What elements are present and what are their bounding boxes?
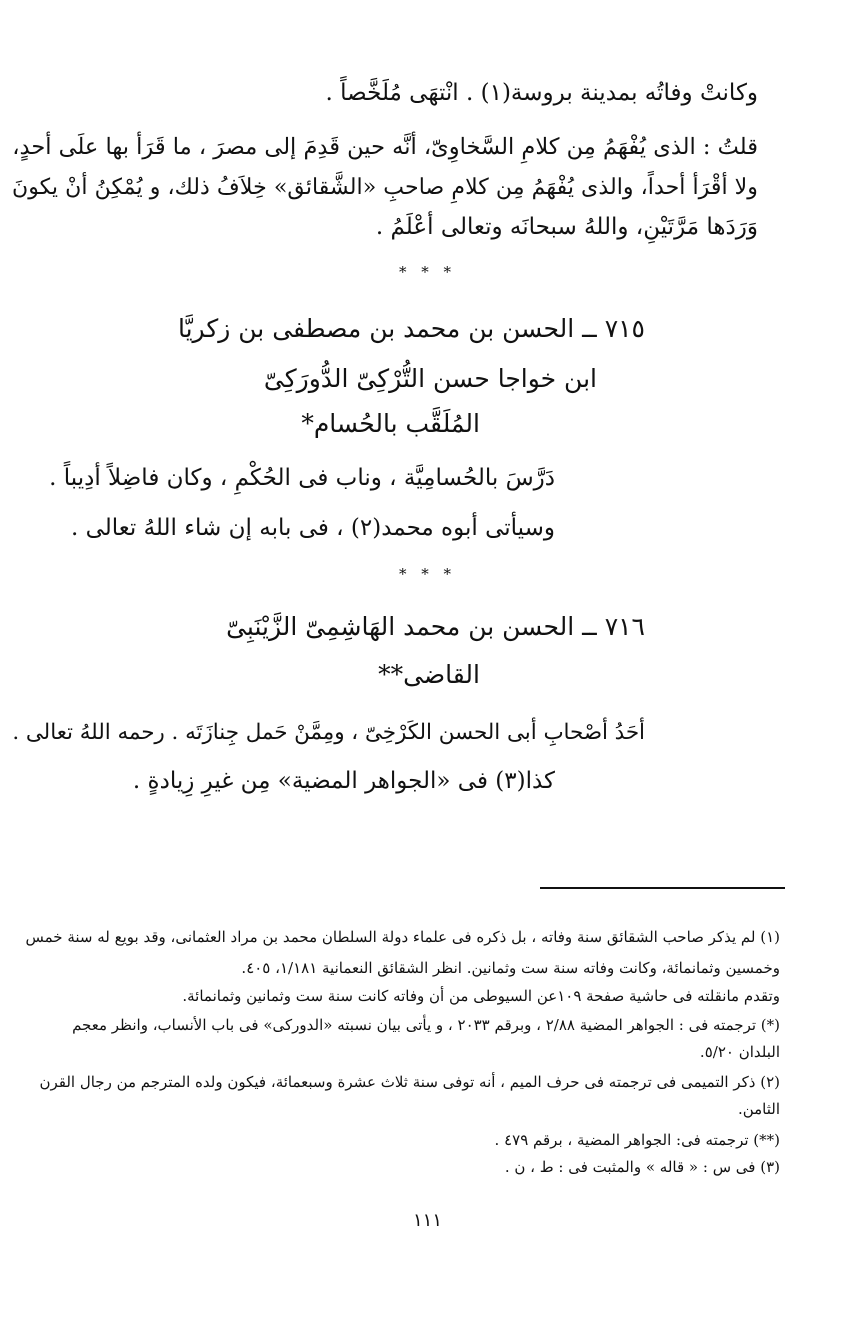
entry-heading: القاضى** — [378, 660, 480, 689]
section-separator: * * * — [398, 263, 457, 281]
paragraph-line: ولا أقْرَأ أحداً، والذى يُفْهَمُ مِن كلامِ صاحبِ «الشَّقائق» خِلاَفُ ذلك، و يُمْكِنُ أنْ يكونَ — [11, 174, 758, 200]
entry-heading: ابن خواجا حسن التُّرْكِىّ الدُّورَكِىّ — [263, 364, 597, 393]
footnote-line: (٣) فى س : « قاله » والمثبت فى : ط ، ن . — [504, 1158, 780, 1176]
footnote-line: (*) ترجمته فى : الجواهر المضية ٢/٨٨ ، وبرقم ٢٠٣٣ ، و يأتى بيان نسبته «الدوركى» فى باب الأنساب، وانظر معجم — [72, 1016, 780, 1034]
entry-body-line: وسيأتى أبوه محمد(٢) ، فى بابه إن شاء اللهُ تعالى . — [70, 515, 555, 541]
intro-line: وكانتْ وفاتُه بمدينة بروسة(١) . انْتهَى مُلَخَّصاً . — [325, 80, 758, 106]
entry-body-line: دَرَّسَ بالحُسامِيَّة ، وناب فى الحُكْمِ ، وكان فاضِلاً أدِيباً . — [49, 465, 555, 491]
entry-heading: المُلَقَّب بالحُسام* — [301, 409, 480, 438]
entry-heading: ٧١٦ ــ الحسن بن محمد الهَاشِمِىّ الزَّيْنَبِىّ — [226, 612, 645, 641]
footnote-line: الثامن. — [737, 1100, 780, 1118]
footnote-line: وخمسين وثمانمائة، وكانت وفاته سنة ست وثمانين. انظر الشقائق النعمانية ١/١٨١، ٤٠٥. — [241, 959, 780, 977]
section-separator: * * * — [398, 565, 457, 583]
footnote-line: (٢) ذكر التميمى فى ترجمته فى حرف الميم ، أنه توفى سنة ثلاث عشرة وسبعمائة، فيكون ولده المترجم من رجال القرن — [39, 1073, 780, 1091]
entry-body-line: كذا(٣) فى «الجواهر المضية» مِن غيرِ زِيادةٍ . — [132, 768, 555, 794]
paragraph-line: وَرَدَها مَرَّتَيْنِ، واللهُ سبحانَه وتعالى أعْلَمُ . — [375, 214, 758, 240]
footnote-line: البلدان ٥/٢٠. — [699, 1043, 780, 1061]
footnote-rule — [540, 887, 785, 889]
paragraph-line: قلتُ : الذى يُفْهَمُ مِن كلامِ السَّخاوِىّ، أنَّه حين قَدِمَ إلى مصرَ ، ما قَرَأ بها علَى أحدٍ، — [12, 134, 758, 160]
entry-heading: ٧١٥ ــ الحسن بن محمد بن مصطفى بن زكريَّا — [177, 314, 645, 343]
footnote-line: (**) ترجمته فى: الجواهر المضية ، برقم ٤٧٩ . — [494, 1131, 780, 1149]
footnote-line: وتقدم مانقلته فى حاشية صفحة ١٠٩عن السيوطى من أن وفاته كانت سنة ست وثمانين وثمانمائة. — [182, 987, 780, 1005]
footnote-line: (١) لم يذكر صاحب الشقائق سنة وفاته ، بل ذكره فى علماء دولة السلطان محمد بن مراد العثمانى، وقد بويع له سنة خمس — [25, 928, 780, 946]
page-number: ١١١ — [412, 1210, 442, 1231]
entry-body-line: أحَدُ أصْحابِ أبى الحسن الكَرْخِىّ ، ومِمَّنْ حَمل جِنازَتَه . رحمه اللهُ تعالى . — [12, 720, 645, 745]
